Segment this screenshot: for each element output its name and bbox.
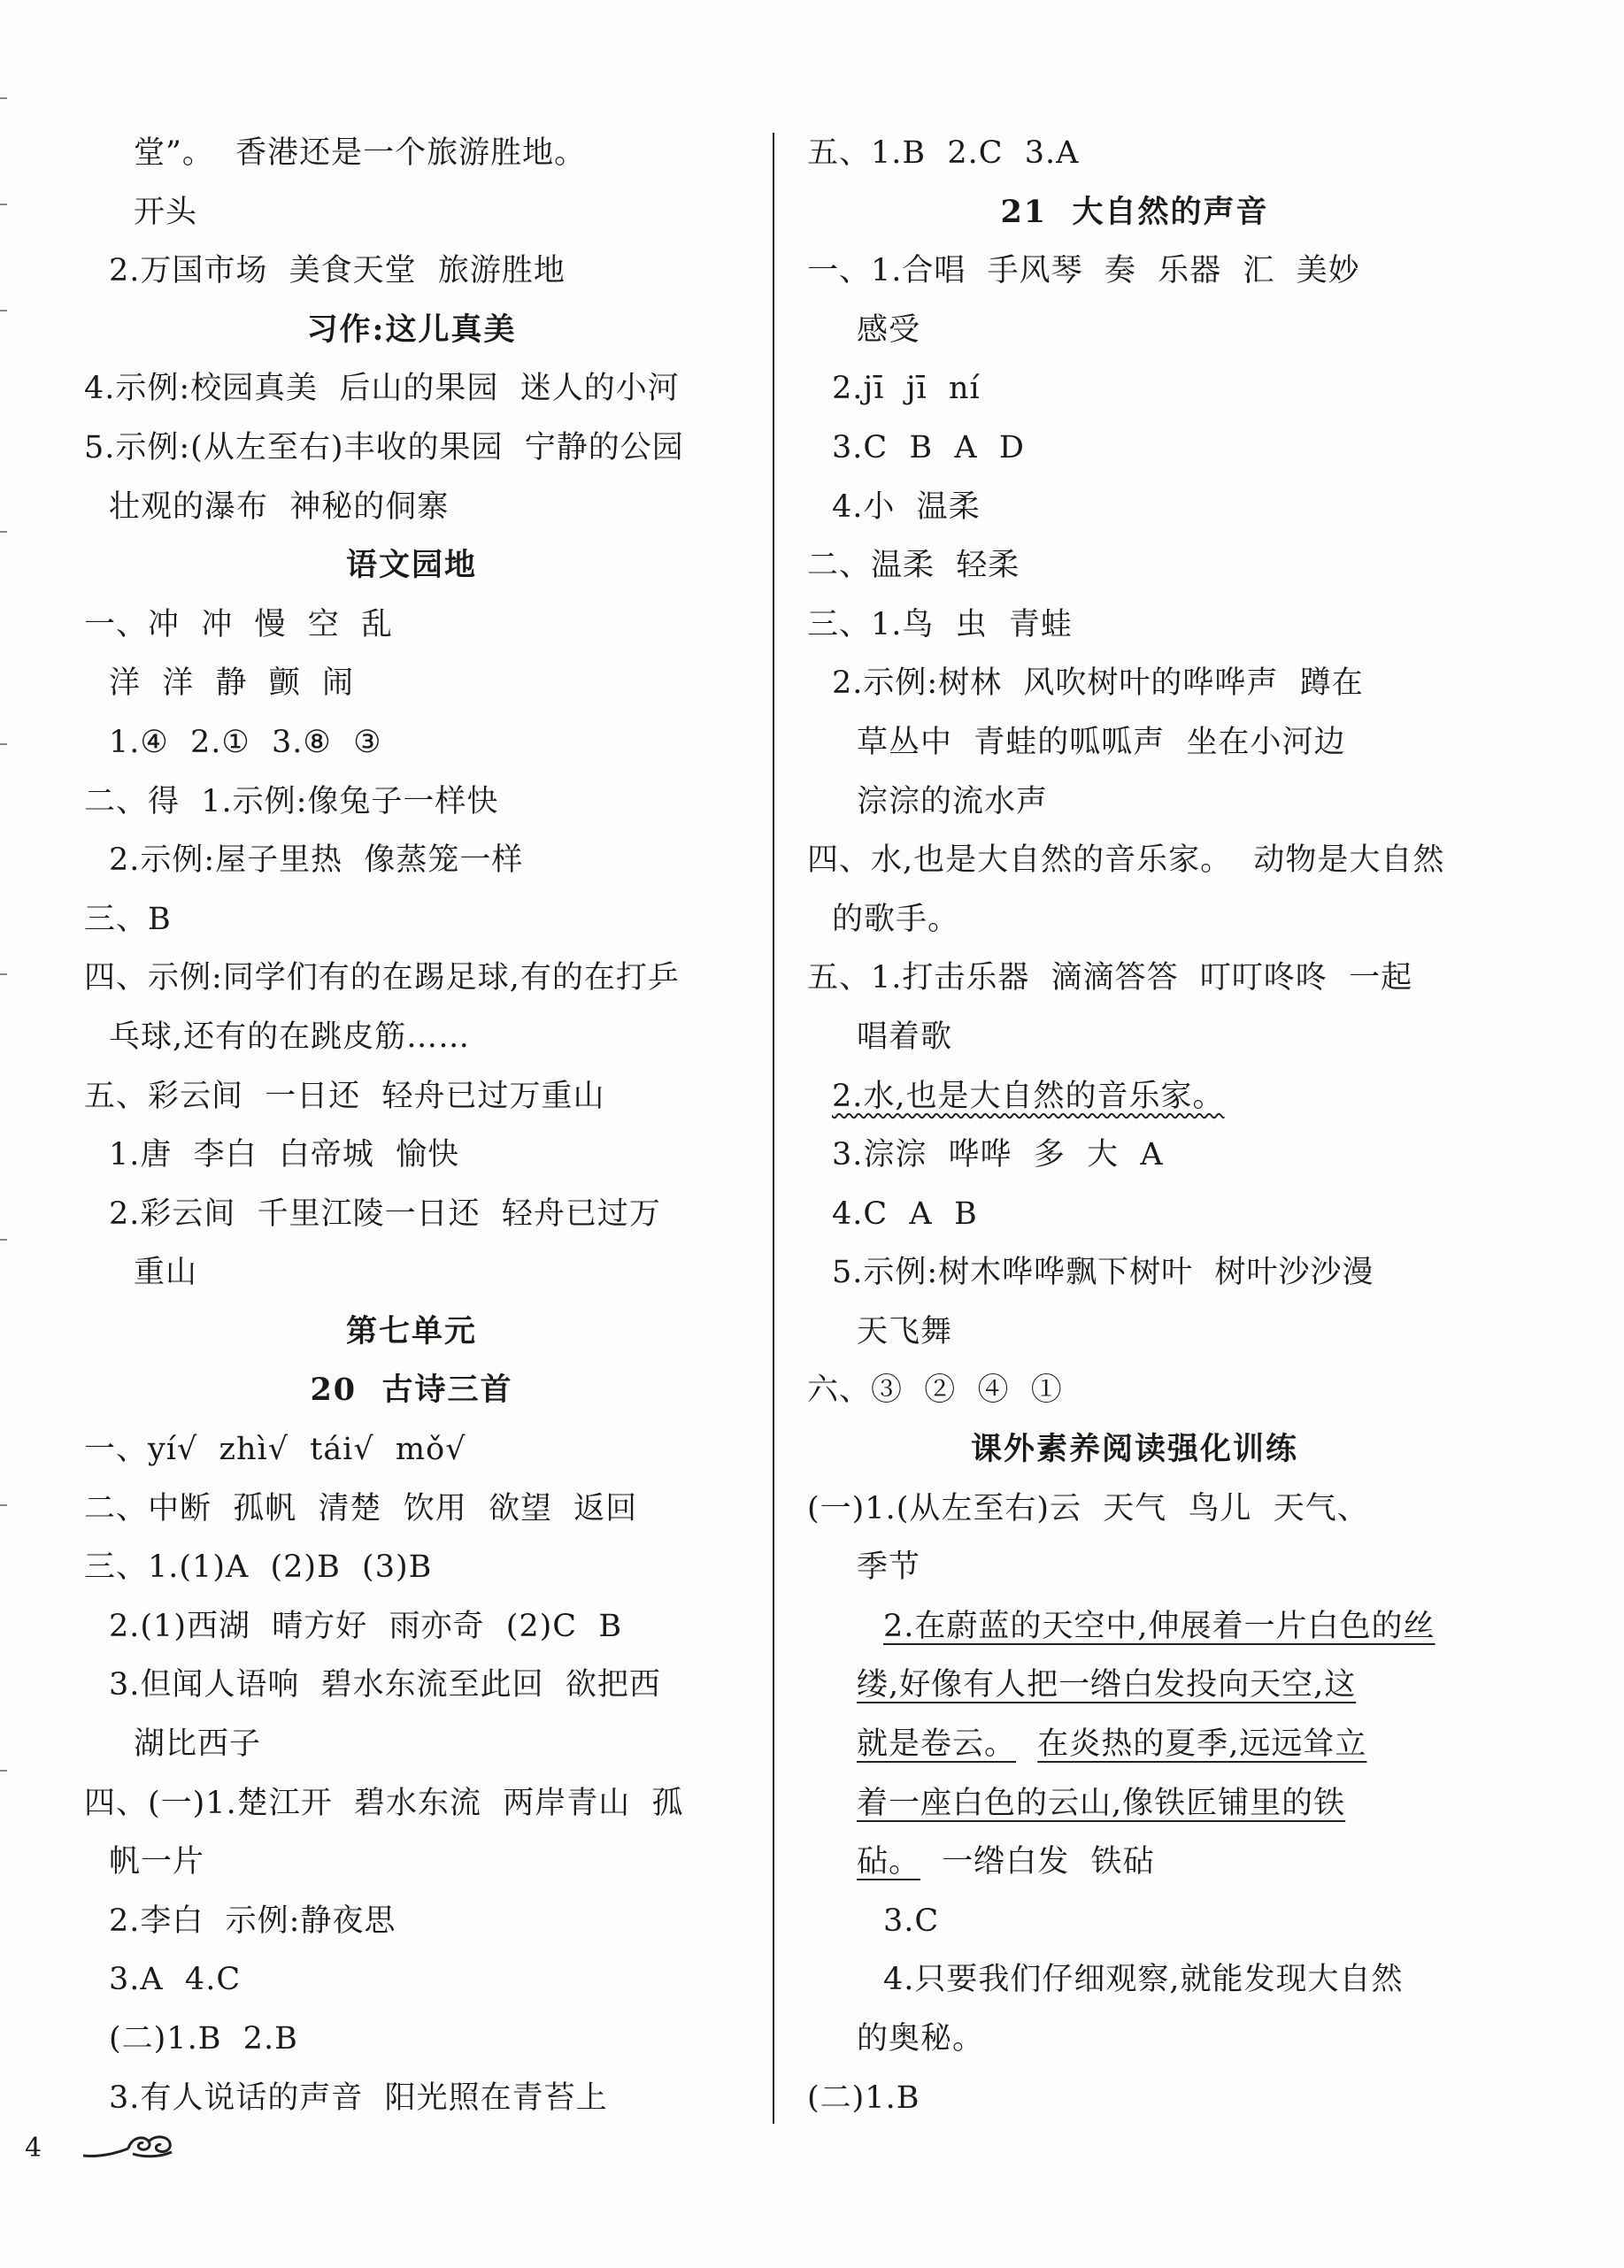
text-line: 天飞舞 bbox=[857, 1313, 953, 1349]
text-line: 三、B bbox=[84, 901, 172, 937]
text-line: 5.示例:(从左至右)丰收的果园 宁静的公园 bbox=[84, 429, 684, 465]
text-line: 2.李白 示例:静夜思 bbox=[109, 1903, 396, 1939]
text-line: 五、1.B 2.C 3.A bbox=[807, 135, 1080, 171]
underlined-answer: 在炎热的夏季,远远耸立 bbox=[1037, 1726, 1367, 1763]
text-line: 六、③ ② ④ ① bbox=[807, 1372, 1063, 1409]
text-line: 帆一片 bbox=[109, 1844, 205, 1880]
unit-heading: 第七单元 bbox=[345, 1312, 477, 1349]
text-line: 2.万国市场 美食天堂 旅游胜地 bbox=[109, 253, 566, 289]
text-line: 3.淙淙 哗哗 多 大 A bbox=[832, 1137, 1164, 1173]
text-line: 二、温柔 轻柔 bbox=[807, 548, 1020, 584]
text-line bbox=[807, 1656, 1462, 1715]
text-line: 季节 bbox=[857, 1549, 921, 1586]
cloud-swirl-icon bbox=[80, 2131, 177, 2166]
text-line: 一、冲 冲 慢 空 乱 bbox=[84, 606, 394, 642]
text-line: 2.示例:屋子里热 像蒸笼一样 bbox=[109, 842, 524, 879]
text-line: 重山 bbox=[134, 1255, 198, 1291]
left-column bbox=[84, 124, 739, 2127]
text-line: 一、1.合唱 手风琴 奏 乐器 汇 美妙 bbox=[807, 253, 1360, 289]
text-line bbox=[807, 1597, 1462, 1657]
text-line bbox=[807, 1715, 1462, 1774]
text-line: 四、示例:同学们有的在踢足球,有的在打乒 bbox=[84, 960, 680, 996]
text-line: 壮观的瀑布 神秘的侗寨 bbox=[109, 488, 450, 525]
text-line: 2.jī jī ní bbox=[832, 371, 981, 407]
text-line: 3.C B A D bbox=[832, 429, 1025, 465]
text-line: 二、得 1.示例:像兔子一样快 bbox=[84, 783, 499, 819]
text-line: 1.唐 李白 白帝城 愉快 bbox=[109, 1137, 460, 1173]
right-column bbox=[807, 124, 1462, 2127]
text-line: 2.彩云间 千里江陵一日还 轻舟已过万 bbox=[109, 1196, 661, 1232]
wavy-underlined-answer: 2.水,也是大自然的音乐家。 bbox=[832, 1078, 1225, 1114]
text-line: (一)1.(从左至右)云 天气 鸟儿 天气、 bbox=[807, 1490, 1369, 1526]
text-line: 的歌手。 bbox=[832, 901, 960, 937]
text-line: 堂”。 香港还是一个旅游胜地。 bbox=[134, 135, 587, 171]
text-line bbox=[807, 1833, 1462, 1892]
text-line: 1.④ 2.① 3.⑧ ③ bbox=[109, 724, 382, 760]
text-line: 草丛中 青蛙的呱呱声 坐在小河边 bbox=[857, 724, 1346, 760]
section-heading: 语文园地 bbox=[345, 547, 477, 584]
underlined-answer: 2.在蔚蓝的天空中,伸展着一片白色的丝 bbox=[883, 1608, 1435, 1644]
section-heading: 习作:这儿真美 bbox=[306, 311, 517, 348]
lesson-heading: 20 古诗三首 bbox=[310, 1372, 513, 1409]
section-heading: 课外素养阅读强化训练 bbox=[970, 1431, 1298, 1468]
text-line: 3.A 4.C bbox=[109, 1962, 242, 1998]
text-line: 2.示例:树林 风吹树叶的哗哗声 蹲在 bbox=[832, 665, 1364, 702]
text-line: 4.C A B bbox=[832, 1196, 978, 1232]
text-line bbox=[807, 1774, 1462, 1834]
text-line: 感受 bbox=[857, 311, 921, 348]
text-line: 四、(一)1.楚江开 碧水东流 两岸青山 孤 bbox=[84, 1785, 684, 1821]
text-line: 4.示例:校园真美 后山的果园 迷人的小河 bbox=[84, 371, 680, 407]
text-line: 五、彩云间 一日还 轻舟已过万重山 bbox=[84, 1078, 605, 1114]
text-line: 2.(1)西湖 晴方好 雨亦奇 (2)C B bbox=[109, 1608, 623, 1644]
text-line: 开头 bbox=[134, 194, 198, 230]
text-line: (二)1.B 2.B bbox=[109, 2021, 298, 2057]
text-line: 湖比西子 bbox=[134, 1726, 262, 1763]
text-line: 四、水,也是大自然的音乐家。 动物是大自然 bbox=[807, 842, 1445, 879]
text-line: 乓球,还有的在跳皮筋…… bbox=[109, 1019, 471, 1055]
text-line: 淙淙的流水声 bbox=[857, 783, 1049, 819]
text-line bbox=[807, 1067, 1462, 1126]
text-line: 五、1.打击乐器 滴滴答答 叮叮咚咚 一起 bbox=[807, 960, 1413, 996]
lesson-heading: 21 大自然的声音 bbox=[1000, 193, 1269, 230]
underlined-answer: 着一座白色的云山,像铁匠铺里的铁 bbox=[857, 1785, 1346, 1821]
text-line: 3.有人说话的声音 阳光照在青苔上 bbox=[109, 2080, 608, 2116]
text-line: 3.但闻人语响 碧水东流至此回 欲把西 bbox=[109, 1667, 661, 1703]
text-line: 的奥秘。 bbox=[857, 2021, 985, 2057]
text-line: 3.C bbox=[883, 1903, 940, 1939]
text-line: 三、1.(1)A (2)B (3)B bbox=[84, 1549, 433, 1586]
text-line: 洋 洋 静 颤 闹 bbox=[109, 665, 355, 702]
text-line: 二、中断 孤帆 清楚 饮用 欲望 返回 bbox=[84, 1490, 638, 1526]
text-line: 三、1.鸟 虫 青蛙 bbox=[807, 606, 1073, 642]
column-divider bbox=[773, 133, 774, 2124]
text-line: 4.只要我们仔细观察,就能发现大自然 bbox=[883, 1962, 1404, 1998]
text-line: 5.示例:树木哗哗飘下树叶 树叶沙沙漫 bbox=[832, 1255, 1374, 1291]
text-line: 唱着歌 bbox=[857, 1019, 953, 1055]
text-line: (二)1.B bbox=[807, 2080, 920, 2116]
text-line: 4.小 温柔 bbox=[832, 488, 981, 525]
underlined-answer: 缕,好像有人把一绺白发投向天空,这 bbox=[857, 1667, 1357, 1703]
underlined-answer: 就是卷云。 bbox=[857, 1726, 1017, 1763]
underlined-answer: 砧。 bbox=[857, 1844, 921, 1880]
page-number: 4 bbox=[25, 2133, 42, 2164]
text-line: 一、yí√ zhì√ tái√ mǒ√ bbox=[84, 1432, 466, 1468]
answer-text: 一绺白发 铁砧 bbox=[920, 1844, 1155, 1880]
